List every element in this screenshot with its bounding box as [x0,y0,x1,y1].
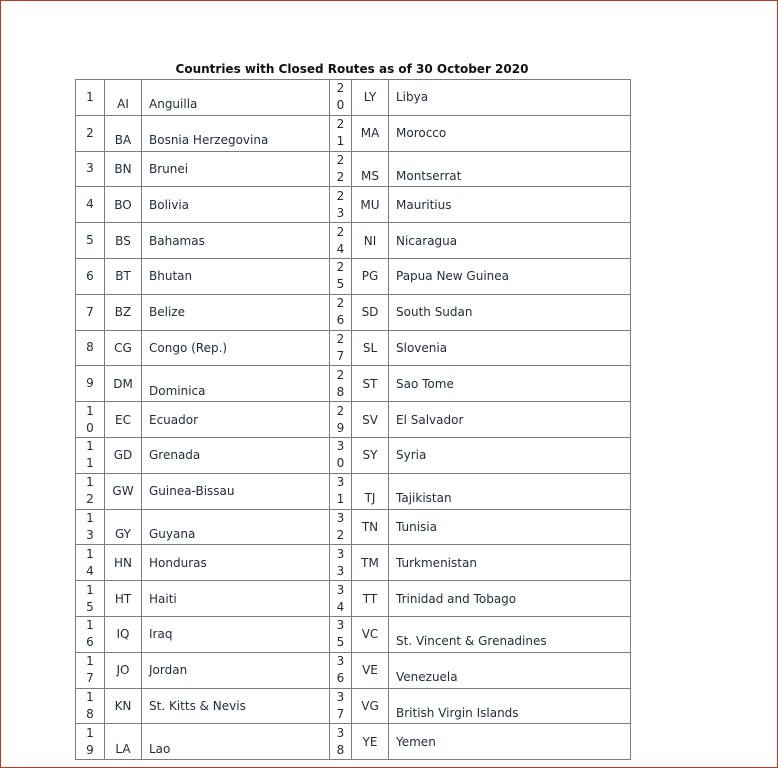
left-code-cell [105,473,142,509]
right-num-cell [330,151,352,187]
right-code: SD [361,305,379,320]
left-code: BN [114,161,132,176]
left-num: 16 [86,618,94,650]
table-row [76,688,631,724]
left-num-cell [76,223,105,259]
right-num-cell [330,616,352,652]
right-code-cell [352,652,389,688]
left-name: Brunei [149,161,189,176]
left-code-cell [105,115,142,151]
right-num-cell [330,330,352,366]
left-name-cell [142,724,330,760]
right-num-cell [330,652,352,688]
right-name: Nicaragua [396,233,458,248]
right-code: TT [362,591,378,606]
left-code-cell [105,402,142,438]
right-name: El Salvador [396,412,464,427]
right-code: NI [363,233,377,248]
right-code-cell [352,223,389,259]
table-row [76,294,631,330]
right-name: Venezuela [396,670,458,685]
right-code: TN [361,519,379,534]
left-code-cell [105,724,142,760]
left-num-cell [76,151,105,187]
left-num: 4 [86,197,94,212]
left-code: BA [114,133,132,148]
table-row [76,258,631,294]
right-code-cell [352,366,389,402]
right-num: 26 [336,296,345,328]
left-num-cell [76,80,105,116]
right-num-cell [330,187,352,223]
right-name: Yemen [396,734,436,749]
right-code: VC [361,627,379,642]
right-name-cell [389,724,631,760]
left-name: Honduras [149,555,207,570]
left-num: 19 [86,725,94,757]
left-name-cell [142,473,330,509]
right-name-cell [389,402,631,438]
left-code: HN [114,555,132,570]
right-code-cell [352,330,389,366]
right-name: Papua New Guinea [396,269,510,284]
left-name-cell [142,652,330,688]
left-code-cell [105,330,142,366]
left-code: BZ [114,305,132,320]
right-code: VG [361,698,379,713]
left-num: 9 [86,376,94,391]
right-num: 33 [336,546,345,578]
table-body [76,80,631,760]
left-num: 14 [86,546,94,578]
left-name: Iraq [149,627,173,642]
right-name-cell [389,223,631,259]
left-name: Grenada [149,448,201,463]
table-row [76,652,631,688]
left-name: Belize [149,305,185,320]
left-code-cell [105,437,142,473]
left-code: BS [115,233,131,248]
right-num-cell [330,545,352,581]
right-code-cell [352,294,389,330]
right-num-cell [330,437,352,473]
left-code-cell [105,509,142,545]
right-name: Trinidad and Tobago [396,591,517,606]
right-num-cell [330,402,352,438]
right-name-cell [389,258,631,294]
right-num: 36 [336,654,345,686]
left-code: GW [112,484,134,499]
table-row [76,223,631,259]
left-code: GD [113,448,133,463]
left-num: 13 [86,510,94,542]
right-num-cell [330,581,352,617]
left-code-cell [105,223,142,259]
table-row [76,330,631,366]
right-num-cell [330,115,352,151]
right-code: LY [363,90,377,105]
right-num-cell [330,688,352,724]
left-name: Anguilla [149,97,198,112]
right-name: Montserrat [396,168,462,183]
right-name-cell [389,652,631,688]
left-name-cell [142,509,330,545]
left-code-cell [105,545,142,581]
left-name-cell [142,115,330,151]
right-code: ST [362,376,378,391]
document-title: Countries with Closed Routes as of 30 October 2020 [175,62,529,76]
left-name-cell [142,402,330,438]
left-code-cell [105,581,142,617]
right-num: 29 [336,403,345,435]
right-num: 21 [336,117,345,149]
left-num: 17 [86,654,94,686]
left-num: 1 [86,89,94,104]
right-name: Libya [396,90,429,105]
left-code: AI [117,97,129,112]
right-code-cell [352,688,389,724]
right-name-cell [389,473,631,509]
left-code-cell [105,652,142,688]
right-code-cell [352,258,389,294]
left-code: CG [114,340,132,355]
right-num-cell [330,258,352,294]
left-name-cell [142,294,330,330]
right-code: PG [361,269,379,284]
right-name-cell [389,616,631,652]
right-name-cell [389,115,631,151]
left-num: 15 [86,582,94,614]
left-code: BO [114,197,132,212]
left-name-cell [142,258,330,294]
left-num: 8 [86,340,94,355]
table-row [76,187,631,223]
left-num-cell [76,616,105,652]
left-name-cell [142,437,330,473]
left-code-cell [105,258,142,294]
right-num: 28 [336,367,345,399]
left-code: JO [116,663,130,678]
right-code: TM [361,555,379,570]
left-num-cell [76,509,105,545]
left-name: St. Kitts & Nevis [149,698,246,713]
table-row [76,581,631,617]
left-num-cell [76,187,105,223]
table-row [76,473,631,509]
table-row [76,151,631,187]
right-name-cell [389,509,631,545]
right-num: 37 [336,689,345,721]
table-row [76,402,631,438]
right-code: SV [362,412,378,427]
left-name: Congo (Rep.) [149,340,228,355]
left-code: BT [115,269,131,284]
closed-routes-table [75,79,631,760]
left-num-cell [76,688,105,724]
right-num: 25 [336,260,345,292]
left-code: GY [114,526,132,541]
left-name-cell [142,223,330,259]
left-name-cell [142,688,330,724]
left-name: Jordan [149,663,188,678]
right-num: 20 [336,81,345,113]
table-row [76,724,631,760]
right-code-cell [352,616,389,652]
right-name: Mauritius [396,197,452,212]
right-num: 31 [336,475,345,507]
right-name: Slovenia [396,340,448,355]
left-name-cell [142,187,330,223]
left-num-cell [76,581,105,617]
right-num-cell [330,473,352,509]
left-name: Ecuador [149,412,199,427]
left-num: 12 [86,475,94,507]
right-code-cell [352,80,389,116]
left-code: LA [115,741,131,756]
left-name-cell [142,151,330,187]
right-name-cell [389,545,631,581]
right-name: Syria [396,448,427,463]
right-num-cell [330,223,352,259]
left-name: Bahamas [149,233,205,248]
left-code-cell [105,80,142,116]
right-name: South Sudan [396,305,473,320]
left-num-cell [76,366,105,402]
right-num: 30 [336,439,345,471]
table-row [76,437,631,473]
left-num: 6 [86,268,94,283]
right-num-cell [330,294,352,330]
left-num: 11 [86,439,94,471]
right-name-cell [389,80,631,116]
right-name-cell [389,366,631,402]
left-num-cell [76,473,105,509]
right-num-cell [330,366,352,402]
right-name-cell [389,294,631,330]
table-row [76,80,631,116]
right-name-cell [389,437,631,473]
left-code-cell [105,688,142,724]
left-name: Haiti [149,591,177,606]
right-name: Sao Tome [396,376,454,391]
right-code-cell [352,151,389,187]
left-name-cell [142,616,330,652]
left-name-cell [142,366,330,402]
left-num: 5 [86,233,94,248]
left-code-cell [105,294,142,330]
left-code-cell [105,151,142,187]
table-row [76,545,631,581]
left-num-cell [76,545,105,581]
right-name: Morocco [396,126,447,141]
left-num-cell [76,437,105,473]
right-num: 23 [336,188,345,220]
left-name: Lao [149,741,171,756]
right-name-cell [389,581,631,617]
left-name-cell [142,330,330,366]
left-code: IQ [116,627,130,642]
right-name: Turkmenistan [396,555,477,570]
right-name: Tajikistan [396,491,452,506]
right-num-cell [330,509,352,545]
right-num: 32 [336,510,345,542]
left-code: EC [115,412,131,427]
table-row [76,616,631,652]
right-name: British Virgin Islands [396,705,519,720]
left-num: 10 [86,403,94,435]
right-code: SY [362,448,378,463]
left-code: HT [114,591,132,606]
right-name-cell [389,688,631,724]
right-name-cell [389,187,631,223]
right-name-cell [389,151,631,187]
right-code-cell [352,545,389,581]
left-code-cell [105,187,142,223]
left-name: Bosnia Herzegovina [149,133,269,148]
left-code-cell [105,366,142,402]
left-name: Bhutan [149,269,193,284]
right-name: Tunisia [396,519,437,534]
right-code-cell [352,187,389,223]
right-code: TJ [364,491,376,506]
left-num: 18 [86,689,94,721]
right-code: SL [362,340,378,355]
right-num: 24 [336,224,345,256]
right-code: MA [360,126,380,141]
right-num: 38 [336,725,345,757]
right-code-cell [352,115,389,151]
right-code-cell [352,724,389,760]
right-code: YE [362,734,378,749]
left-name-cell [142,581,330,617]
right-num-cell [330,724,352,760]
left-name: Bolivia [149,197,190,212]
left-num: 3 [86,161,94,176]
right-code-cell [352,473,389,509]
left-code-cell [105,616,142,652]
right-name-cell [389,330,631,366]
right-num-cell [330,80,352,116]
right-num: 34 [336,582,345,614]
right-num: 22 [336,152,345,184]
right-code-cell [352,437,389,473]
right-num: 35 [336,618,345,650]
left-num-cell [76,402,105,438]
left-num-cell [76,652,105,688]
right-code-cell [352,581,389,617]
left-num-cell [76,258,105,294]
table-row [76,366,631,402]
left-code: DM [113,376,133,391]
right-code: MS [361,168,379,183]
right-code-cell [352,509,389,545]
left-num-cell [76,724,105,760]
table-row [76,115,631,151]
right-code: VE [362,663,378,678]
right-num: 27 [336,331,345,363]
table-row [76,509,631,545]
left-num: 2 [86,125,94,140]
right-code: MU [360,197,380,212]
right-name: St. Vincent & Grenadines [396,634,547,649]
left-name-cell [142,545,330,581]
left-code: KN [114,698,132,713]
left-name-cell [142,80,330,116]
left-num-cell [76,115,105,151]
left-name: Guyana [149,526,196,541]
left-num-cell [76,330,105,366]
left-num-cell [76,294,105,330]
left-name: Guinea-Bissau [149,484,235,499]
left-num: 7 [86,304,94,319]
left-name: Dominica [149,383,206,398]
right-code-cell [352,402,389,438]
